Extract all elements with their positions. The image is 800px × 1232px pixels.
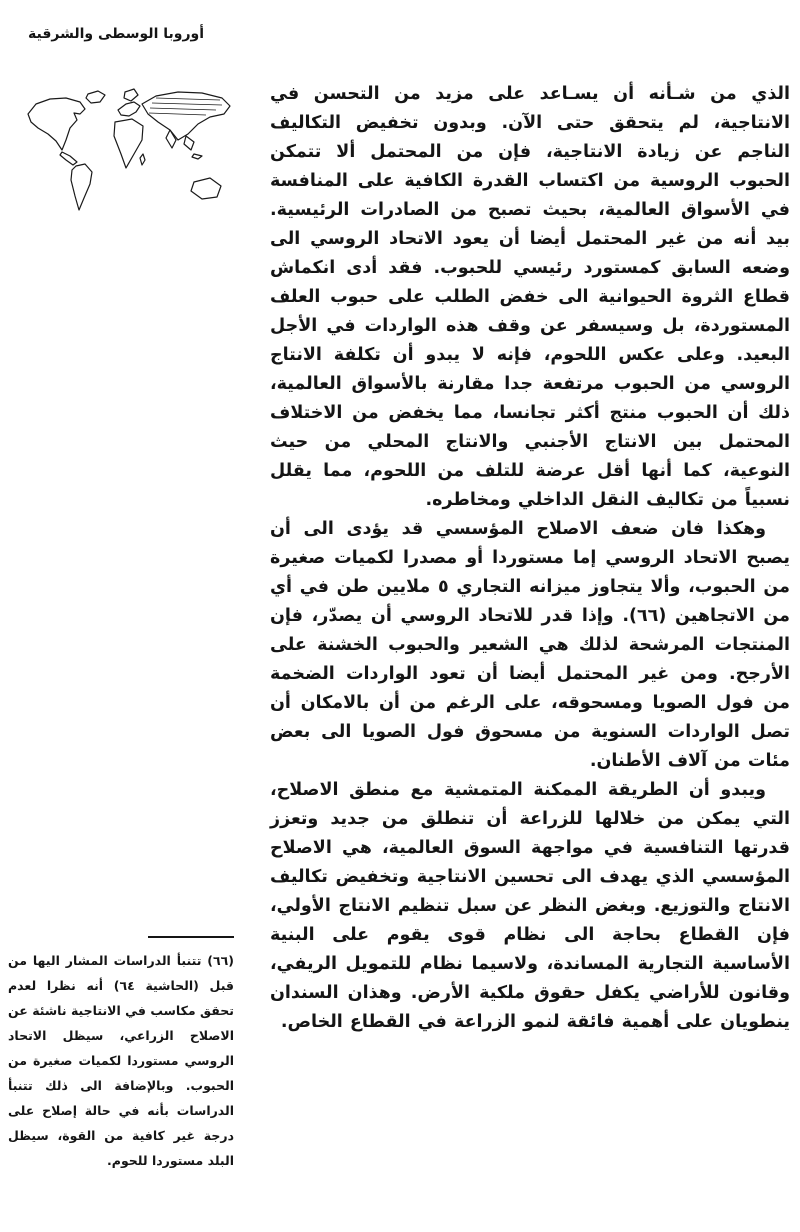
footnote-block [8,936,234,1173]
world-map-icon [22,84,237,234]
footnote-text: (٦٦) تتنبأ الدراسات المشار اليها من قبل (الحاشية ٦٤) أنه نظرا لعدم تحقق مكاسب في الانتاجية ناشئة عن الاصلاح الزراعي، سيظل الاتحاد الروسي مستوردا لكميات صغيرة من الحبوب. وبالإضافة الى ذلك تتنبأ الدراسات بأنه في حالة إصلاح على درجة غير كافية من القوة، سيظل البلد مستوردا للحوم. [8,953,234,1168]
body-paragraph: الذي من شـأنه أن يسـاعد على مزيد من التحسن في الانتاجية، لم يتحقق حتى الآن. وبدون تخفيض التكاليف الناجم عن زيادة الانتاجية، فإن من المحتمل ألا تتمكن الحبوب الروسية من اكتساب القدرة الكافية على المنافسة في الأسواق العالمية، بحيث تصبح من الصادرات الرئيسية. بيد أنه من غير المحتمل أيضا أن يعود الاتحاد الروسي الى وضعه السابق كمستورد رئيسي للحبوب. فقد أدى انكماش قطاع الثروة الحيوانية الى خفض الطلب على حبوب العلف المستوردة، بل وسيسفر عن وقف هذه الواردات في الأجل البعيد. وعلى عكس اللحوم، فإنه لا يبدو أن تكلفة الانتاج الروسي من الحبوب مرتفعة جدا مقارنة بالأسواق العالمية، ذلك أن الحبوب منتج أكثر تجانسا، مما يخفض من الاختلاف المحتمل بين الانتاج الأجنبي والانتاج المحلي من حيث النوعية، كما أنها أقل عرضة للتلف من اللحوم، مما يقلل نسبياً من تكاليف النقل الداخلي ومخاطره. [270,84,790,510]
body-paragraph: وهكذا فان ضعف الاصلاح المؤسسي قد يؤدى الى أن يصبح الاتحاد الروسي إما مستوردا أو مصدرا لكميات صغيرة من الحبوب، وألا يتجاوز ميزانه التجاري ٥ ملايين طن في أي من الاتجاهين (٦٦). وإذا قدر للاتحاد الروسي أن يصدّر، فإن المنتجات المرشحة لذلك هي الشعير والحبوب الخشنة على الأرجح. ومن غير المحتمل أيضا أن تعود الواردات الضخمة من فول الصويا ومسحوقه، على الرغم من أن بالامكان أن تصل الواردات السنوية من مسحوق فول الصويا الى بعض مئات من آلاف الأطنان. [270,519,791,771]
running-header: أوروبا الوسطى والشرقية [28,26,205,42]
footnote-separator [148,936,234,938]
body-text-column [270,80,790,1037]
body-paragraph: ويبدو أن الطريقة الممكنة المتمشية مع منطق الاصلاح، التي يمكن من خلالها للزراعة أن تنطلق من جديد وتعزز قدرتها التنافسية في مواجهة السوق العالمية، هي الاصلاح المؤسسي الذي يهدف الى تحسين الانتاجية وتخفيض تكاليف الانتاج والتوزيع. وبغض النظر عن سبل تنظيم الانتاج الأولي، فإن القطاع بحاجة الى نظام قوى يقوم على البنية الأساسية التجارية المساندة، ولاسيما نظام للتمويل الريفي، وقانون للأراضي يكفل حقوق ملكية الأرض. وهذان السندان ينطويان على أهمية فائقة لنمو الزراعة في القطاع الخاص. [270,780,790,1032]
world-map-image [22,84,237,234]
